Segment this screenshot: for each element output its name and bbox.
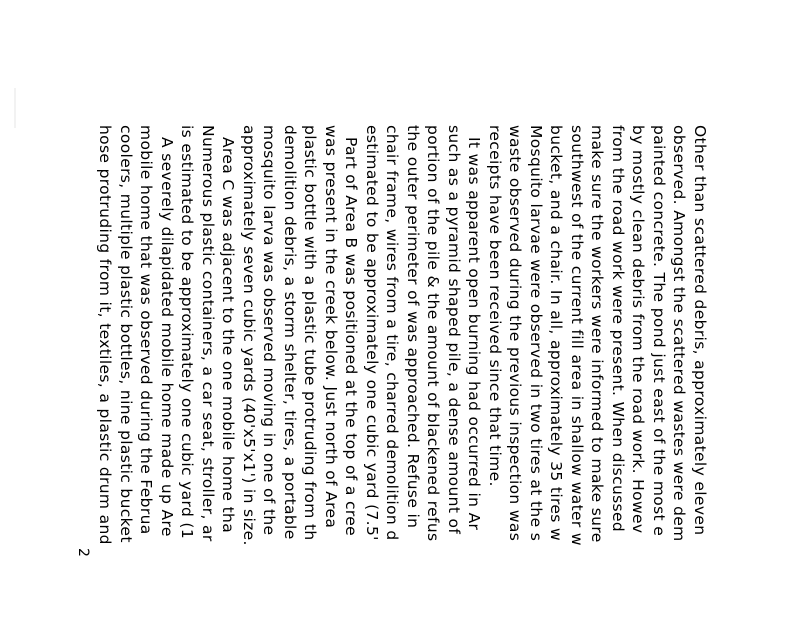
- text-line: is estimated to be approximately one cubic yard (1: [178, 125, 197, 540]
- scan-artifact: [14, 88, 16, 128]
- text-line: from the road work were present. When discussed: [609, 125, 627, 533]
- text-line: hose protruding from it, textiles, a plastic drum and: [96, 125, 115, 545]
- text-line: estimated to be approximately one cubic yard (7.5': [363, 125, 381, 541]
- text-line: by mostly clean debris from the road work. Howev: [629, 125, 648, 534]
- text-line: mosquito larva was observed moving in one of the: [260, 125, 279, 536]
- paragraph-start-line: It was apparent open burning had occurred in Ar: [465, 137, 484, 531]
- text-line: receipts have been received since that time.: [486, 125, 504, 487]
- text-line: demolition debris, a storm shelter, tires, a portable: [281, 125, 299, 540]
- paragraph-start-line: A severely dilapidated mobile home made up Are: [158, 137, 176, 537]
- text-line: bucket, and a chair. In all, approximately 35 tires w: [547, 125, 566, 541]
- paragraph-start-line: Area C was adjacent to the one mobile home tha: [219, 137, 238, 534]
- text-line: approximately seven cubic yards (40'x5'x1') in size.: [240, 125, 258, 546]
- text-line: observed. Amongst the scattered wastes were dem: [670, 125, 689, 542]
- text-line: the outer perimeter of was approached. Refuse in: [404, 125, 422, 529]
- page-number: 2: [75, 548, 91, 557]
- text-line: waste observed during the previous inspection was: [506, 125, 525, 542]
- text-line: mobile home that was observed during the Februa: [137, 125, 156, 535]
- text-line: was present in the creek below. Just north of Area: [322, 125, 340, 529]
- text-line: plastic bottle with a plastic tube protruding from th: [301, 125, 320, 541]
- text-line: painted concrete. The pond just east of the most e: [650, 125, 668, 537]
- text-line: make sure the workers were informed to make sure: [588, 125, 607, 543]
- text-line: chair frame, wires from a tire, charred demolition d: [383, 125, 402, 541]
- paragraph-start-line: Part of Area B was positioned at the top of a cree: [342, 137, 361, 537]
- text-line: Mosquito larvae were observed in two tires at the s: [527, 125, 545, 542]
- text-line: portion of the pile & the amount of blackened refus: [424, 125, 443, 542]
- text-line: Other than scattered debris, approximately eleven: [691, 125, 709, 536]
- text-line: southwest of the current fill area in shallow water w: [568, 125, 586, 546]
- text-line: coolers, multiple plastic bottles, nine plastic bucket: [117, 125, 135, 543]
- text-line: Numerous plastic containers, a car seat, stroller, ar: [199, 125, 217, 542]
- text-line: such as a pyramid shaped pile, a dense amount of: [445, 125, 463, 535]
